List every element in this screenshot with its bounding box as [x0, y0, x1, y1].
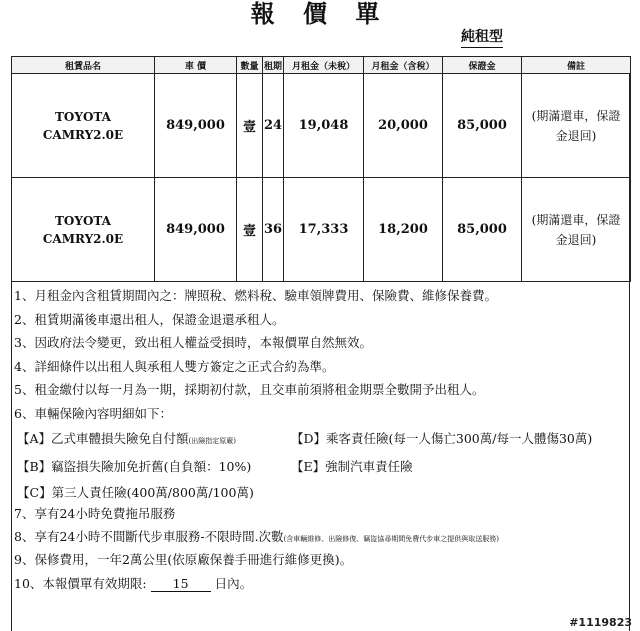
document-title: 報 價 單 [250, 0, 390, 28]
price-cell: 849,000 [155, 178, 237, 282]
model-cell [12, 178, 155, 282]
table-row [12, 178, 631, 282]
note-line: (期滿還車，保證 [531, 212, 621, 227]
validity-prefix: 10、本報價單有效期限: [14, 576, 147, 591]
rent-incl-cell: 20,000 [364, 74, 443, 178]
insurance-b: 【B】竊盜損失險加免折舊(自負額：10%) [17, 459, 252, 474]
table-header-row [12, 57, 631, 74]
validity-days: 15 [151, 576, 211, 592]
qty-cell: 壹 [237, 74, 263, 178]
insurance-c: 【C】第三人責任險(400萬/800萬/100萬) [17, 485, 254, 500]
col-header-rent-excl: 月租金（未稅） [284, 57, 364, 74]
qty-cell: 壹 [237, 178, 263, 282]
term-cell: 36 [263, 178, 284, 282]
document-id-stamp: #1119823 [569, 616, 632, 629]
insurance-d: 【D】乘客責任險(每一人傷亡300萬/每一人體傷30萬) [291, 431, 593, 446]
rent-excl-cell: 19,048 [284, 74, 364, 178]
col-header-deposit: 保證金 [443, 57, 522, 74]
table-row [12, 74, 631, 178]
rent-incl-cell: 18,200 [364, 178, 443, 282]
insurance-a-text: 【A】乙式車體損失險免自付額 [17, 431, 189, 446]
col-header-term: 租期 [263, 57, 284, 74]
term-item-4: 4、詳細條件以出租人與承租人雙方簽定之正式合約為準。 [14, 359, 335, 374]
term-cell: 24 [263, 74, 284, 178]
col-header-item: 租賃品名 [12, 57, 155, 74]
note-cell [522, 74, 631, 178]
note-line: (期滿還車，保證 [531, 108, 621, 123]
note-line: 金退回) [555, 232, 597, 247]
term-item-7: 7、享有24小時免費拖吊服務 [14, 506, 176, 521]
term-item-10 [14, 574, 252, 592]
model-brand: TOYOTA [55, 213, 111, 228]
term-item-3: 3、因政府法令變更，致出租人權益受損時，本報價單自然無效。 [14, 335, 372, 350]
term-item-2: 2、租賃期滿後車還出租人，保證金退還承租人。 [14, 312, 285, 327]
term-item-8-text: 8、享有24小時不間斷代步車服務-不限時間.次數 [14, 529, 284, 544]
deposit-cell: 85,000 [443, 74, 522, 178]
term-item-8 [14, 527, 499, 545]
model-name: CAMRY2.0E [42, 127, 124, 142]
note-cell [522, 178, 631, 282]
lease-type-label: 純租型 [461, 26, 503, 48]
model-cell [12, 74, 155, 178]
deposit-cell: 85,000 [443, 178, 522, 282]
quote-table [11, 56, 631, 282]
insurance-a-note: (出險指定原廠) [188, 437, 236, 445]
model-name: CAMRY2.0E [42, 231, 124, 246]
model-brand: TOYOTA [55, 109, 111, 124]
validity-suffix: 日內。 [214, 576, 253, 591]
col-header-qty: 數量 [237, 57, 263, 74]
term-item-5: 5、租金繳付以每一月為一期，採期初付款，且交車前須將租金期票全數開予出租人。 [14, 382, 485, 397]
term-item-9: 9、保修費用，一年2萬公里(依原廠保養手冊進行維修更換)。 [14, 552, 353, 567]
price-cell: 849,000 [155, 74, 237, 178]
insurance-e: 【E】強制汽車責任險 [291, 459, 413, 474]
col-header-price: 車 價 [155, 57, 237, 74]
rent-excl-cell: 17,333 [284, 178, 364, 282]
insurance-a [17, 429, 236, 447]
term-item-1: 1、月租金內含租賃期間內之：牌照稅、燃料稅、驗車領牌費用、保險費、維修保養費。 [14, 288, 497, 303]
col-header-note: 備註 [522, 57, 631, 74]
col-header-rent-incl: 月租金（含稅） [364, 57, 443, 74]
term-item-8-note: (含車輛維修、出險修復、竊盜協尋期間免費代步車之提供與取送服務) [283, 535, 500, 543]
term-item-6: 6、車輛保險內容明細如下： [14, 406, 172, 421]
note-line: 金退回) [555, 128, 597, 143]
